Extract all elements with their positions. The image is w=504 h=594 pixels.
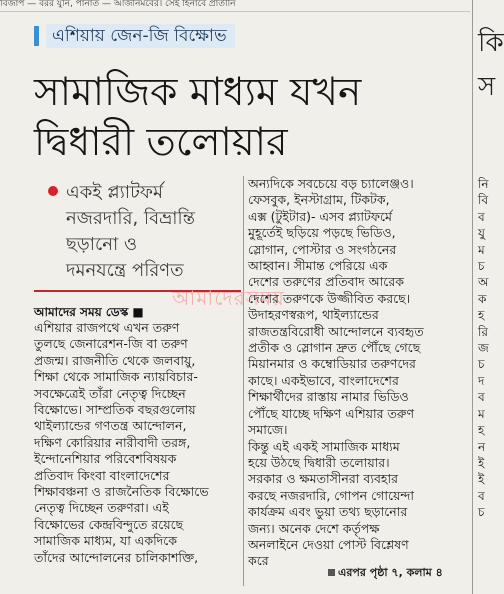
body-line: ব [478,488,485,503]
body-line: কার্যক্রম এবং ভুয়া তথ্য ছড়ানোর [248,504,408,520]
headline-line: সামাজিক মাধ্যম যখন [34,70,362,115]
body-line: করছে নজরদারি, গোপন গোয়েন্দা [248,487,415,503]
body-line: দক্ষিণ কোরিয়ার নারীবাদী তরঙ্গ, [34,434,191,450]
body-line: মিয়ানমার ও কম্বোডিয়ার তরুণদের [248,356,416,372]
body-line: নি [478,177,489,191]
body-line: সামাজিক মাধ্যম, যা একদিকে [34,533,177,549]
continuation-note [328,564,443,583]
subhead-line: একই প্ল্যাটফর্ম [66,182,164,203]
body-line: তাঁদের আন্দোলনের চালিকাশক্তি, [34,549,199,565]
adjacent-headline: কি [478,28,504,58]
body-line: চ [478,357,485,372]
body-line: ফেসবুক, ইনস্টাগ্রাম, টিকটক, [248,192,390,208]
body-line: রি [478,324,489,339]
body-line: প্রতিবাদ কিংবা বাংলাদেশের [34,467,170,483]
bullet-icon [48,186,58,196]
kicker-label: এশিয়ায় জেন-জি বিক্ষোভ [46,24,235,48]
body-line: হ [478,423,485,438]
body-line: চ [478,505,485,520]
body-line: বিক্ষোভে। সাম্প্রতিক বছরগুলোয় [34,402,196,418]
body-line: দেশের তরুণকে উজ্জীবিত করছে। [248,290,411,306]
body-line: হয়ে উঠছে দ্বিধারী তলোয়ার। [248,454,390,470]
body-line: আহ্বান। সীমান্ত পেরিয়ে এক [248,258,388,274]
body-line: ই [478,472,485,487]
subheadline [66,180,242,284]
body-line: রাজতন্ত্রবিরোধী আন্দোলনে ব্যবহৃত [248,323,424,339]
subhead-line: নজরদারি, বিভ্রান্তি [66,208,196,229]
body-line: বি [478,193,489,208]
page-title [34,68,434,168]
body-line: সমাজে। [248,422,288,438]
column-divider [472,0,473,594]
body-line: প্রজন্ম। রাজনীতি থেকে জলবায়ু, [34,352,196,368]
adjacent-body [478,176,489,521]
body-line: ইন্দোনেশিয়ার পরিবেশবিষয়ক [34,451,177,467]
body-line: ম [478,406,485,421]
kicker [34,24,235,48]
column-divider [243,176,244,586]
body-line: এশিয়ার রাজপথে এখন তরুণ [34,320,180,335]
body-line: অ [478,275,489,290]
body-line: ব [478,390,485,405]
body-line: দ [478,373,485,388]
body-line: এক্স (টুইটার)- এসব প্ল্যাটফর্মে [248,208,392,224]
body-line: পৌঁছে যাচ্ছে দক্ষিণ এশিয়ার তরুণ [248,405,415,421]
body-line: করে [248,553,269,569]
square-icon [328,569,335,576]
body-line: যু [478,226,485,241]
body-line: কাছে। একইভাবে, বাংলাদেশের [248,372,399,388]
body-line: ন [478,439,486,454]
body-line: শিক্ষা থেকে সামাজিক ন্যায়বিচার- [34,369,198,385]
body-line: তুলছে জেনারেশন-জি বা তরুণ [34,336,188,352]
body-line: থাইল্যান্ডের গণতন্ত্র আন্দোলন, [34,418,187,434]
body-line: বিক্ষোভের কেন্দ্রবিন্দুতে রয়েছে [34,516,184,532]
body-line: স্লোগান, পোস্টার ও সংগঠনের [248,241,397,257]
left-column [34,320,241,566]
body-line: হ [478,308,485,323]
body-line: শিক্ষার্থীদের রাস্তায় নামার ভিডিও [248,389,409,405]
body-line: ব [478,209,485,224]
body-line: অন্যদিকে সবচেয়ে বড় চ্যালেঞ্জও। [248,176,414,191]
continuation-text: এরপর পৃষ্ঠা ৭, কলাম ৪ [338,566,443,579]
adjacent-headline: স [478,72,496,102]
body-line: কিন্তু এই একই সামাজিক মাধ্যম [248,438,400,454]
body-line: চ [478,259,485,274]
adjacent-article [478,0,504,594]
watermark: আমাদেরসময় [172,286,285,310]
body-line: শিক্ষাবঞ্চনা ও রাজনৈতিক বিক্ষোভে [34,484,209,500]
body-line: সবক্ষেত্রেই তাঁরা নেতৃত্ব দিচ্ছেন [34,385,186,401]
body-line: ক [478,291,487,306]
kicker-accent-bar [34,26,39,46]
body-line: উদাহরণস্বরূপ, থাইল্যান্ডের [248,307,379,323]
previous-article-strip: বিজাপ — বরর যুনি, পানাত — আজীনমবের। সেই হিনাবে প্রাতীনি [0,0,470,12]
byline: আমাদের সময় ডেস্ক ■ [34,305,144,319]
body-line: জ [478,341,489,356]
body-line: মুহূর্তেই ছড়িয়ে পড়ছে ভিডিও, [248,225,396,241]
body-line: ই [478,455,485,470]
body-line: দেশের তরুণের প্রতিবাদ আরেক [248,274,404,290]
body-line: জন্য। অনেক দেশে কর্তৃপক্ষ [248,520,380,536]
subhead-line: ছড়ানো ও [66,234,138,255]
body-line: সরকার ও ক্ষমতাসীনরা ব্যবহার [248,471,398,487]
body-line: প্রতীক ও স্লোগান দ্রুত পৌঁছে গেছে [248,340,421,356]
headline-line: দ্বিধারী তলোয়ার [34,120,288,165]
body-line: নেতৃত্ব দিচ্ছেন তরুণরা। এই [34,500,169,516]
body-line: ম [478,242,485,257]
body-line: অনলাইনে দেওয়া পোস্ট বিশ্লেষণ [248,536,409,552]
right-column [248,176,461,570]
subhead-line: দমনযন্ত্রে পরিণত [66,260,184,281]
